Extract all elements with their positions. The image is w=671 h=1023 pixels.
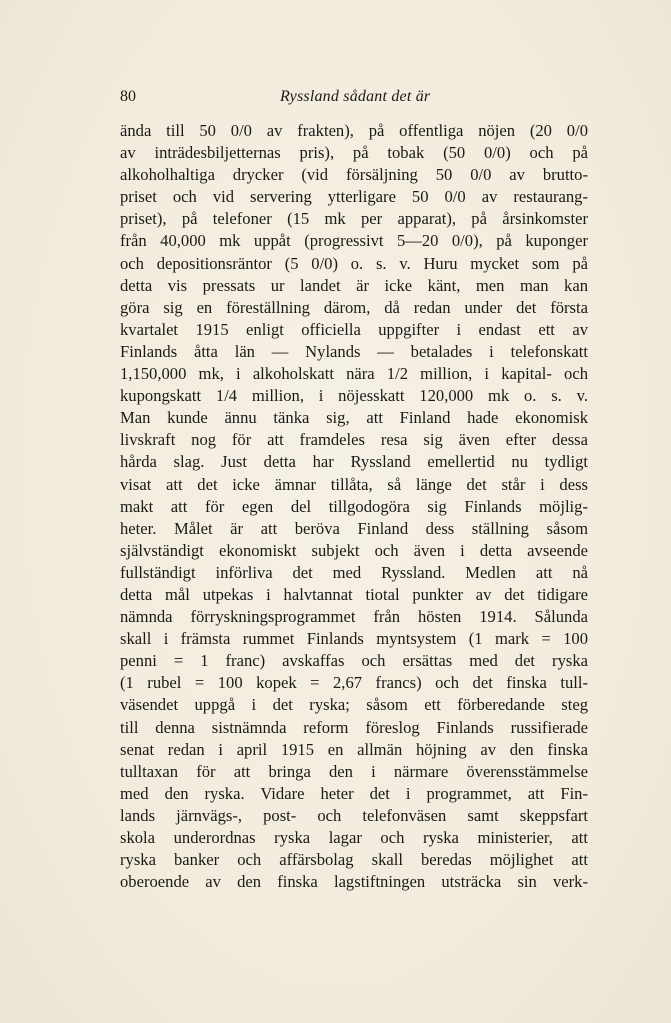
text-line: oberoende av den finska lagstiftningen utsträcka sin verk- bbox=[120, 872, 588, 892]
text-line: hårda slag. Just detta har Ryssland emellertid nu tydligt bbox=[120, 452, 588, 472]
text-line: fullständigt införliva det med Ryssland. Medlen att nå bbox=[120, 562, 588, 582]
text-line: 1,150,000 mk, i alkoholskatt nära 1/2 million, i kapital- och bbox=[120, 364, 588, 384]
text-line: makt att för egen del tillgodogöra sig Finlands möjlig- bbox=[120, 496, 588, 516]
running-title: Ryssland sådant det är bbox=[280, 88, 431, 105]
text-line: lands järnvägs-, post- och telefonväsen samt skeppsfart bbox=[120, 805, 588, 825]
text-line: skall i främsta rummet Finlands myntsystem (1 mark = 100 bbox=[120, 629, 588, 649]
text-line: från 40,000 mk uppåt (progressivt 5—20 0/0), på kuponger bbox=[120, 231, 588, 251]
text-line: och depositionsräntor (5 0/0) o. s. v. Huru mycket som på bbox=[120, 253, 588, 273]
text-line: till denna sistnämnda reform föreslog Finlands russifierade bbox=[120, 717, 588, 737]
text-line: penni = 1 franc) avskaffas och ersättas med det ryska bbox=[120, 651, 588, 671]
text-line: skola underordnas ryska lagar och ryska ministerier, att bbox=[120, 828, 588, 847]
text-line: heter. Målet är att beröva Finland dess ställning såsom bbox=[120, 518, 588, 538]
text-line: nämnda förryskningsprogrammet från hösten 1914. Sålunda bbox=[120, 607, 588, 627]
text-line: priset och vid servering ytterligare 50 0/0 av restaurang- bbox=[120, 187, 588, 207]
text-line: Man kunde ännu tänka sig, att Finland hade ekonomisk bbox=[120, 408, 588, 428]
text-line: Finlands åtta län — Nylands — betalades i telefonskatt bbox=[120, 341, 588, 361]
text-line: senat redan i april 1915 en allmän höjning av den finska bbox=[120, 739, 588, 759]
text-line: av inträdesbiljetternas pris), på tobak (50 0/0) och på bbox=[120, 143, 588, 163]
text-line: detta vis pressats ur landet är icke känt, men man kan bbox=[120, 275, 588, 295]
text-line: väsendet uppgå i det ryska; såsom ett förberedande steg bbox=[120, 695, 588, 715]
text-line: (1 rubel = 100 kopek = 2,67 francs) och det finska tull- bbox=[120, 673, 588, 693]
text-line: göra sig en föreställning därom, då redan under det första bbox=[120, 297, 588, 317]
text-line: kupongskatt 1/4 million, i nöjesskatt 120,000 mk o. s. v. bbox=[120, 386, 588, 406]
text-line: ända till 50 0/0 av frakten), på offentliga nöjen (20 0/0 bbox=[120, 121, 588, 140]
page-number: 80 bbox=[120, 88, 136, 105]
body-text bbox=[120, 120, 588, 893]
text-line: livskraft nog för att framdeles resa sig även efter dessa bbox=[120, 430, 588, 450]
text-line: visat att det icke ämnar tillåta, så länge det står i dess bbox=[120, 474, 588, 494]
text-line: med den ryska. Vidare heter det i programmet, att Fin- bbox=[120, 783, 588, 803]
text-line: priset), på telefoner (15 mk per apparat), på årsinkomster bbox=[120, 209, 588, 229]
text-line: tulltaxan för att bringa den i närmare överensstämmelse bbox=[120, 761, 588, 781]
text-line: alkoholhaltiga drycker (vid försäljning 50 0/0 av brutto- bbox=[120, 165, 588, 185]
text-line: kvartalet 1915 enligt officiella uppgifter i endast ett av bbox=[120, 319, 588, 339]
text-line: självständigt ekonomiskt subjekt och även i detta avseende bbox=[120, 540, 588, 560]
page-header bbox=[120, 88, 590, 110]
text-line: ryska banker och affärsbolag skall beredas möjlighet att bbox=[120, 850, 588, 870]
text-line: detta mål utpekas i halvtannat tiotal punkter av det tidigare bbox=[120, 584, 588, 604]
